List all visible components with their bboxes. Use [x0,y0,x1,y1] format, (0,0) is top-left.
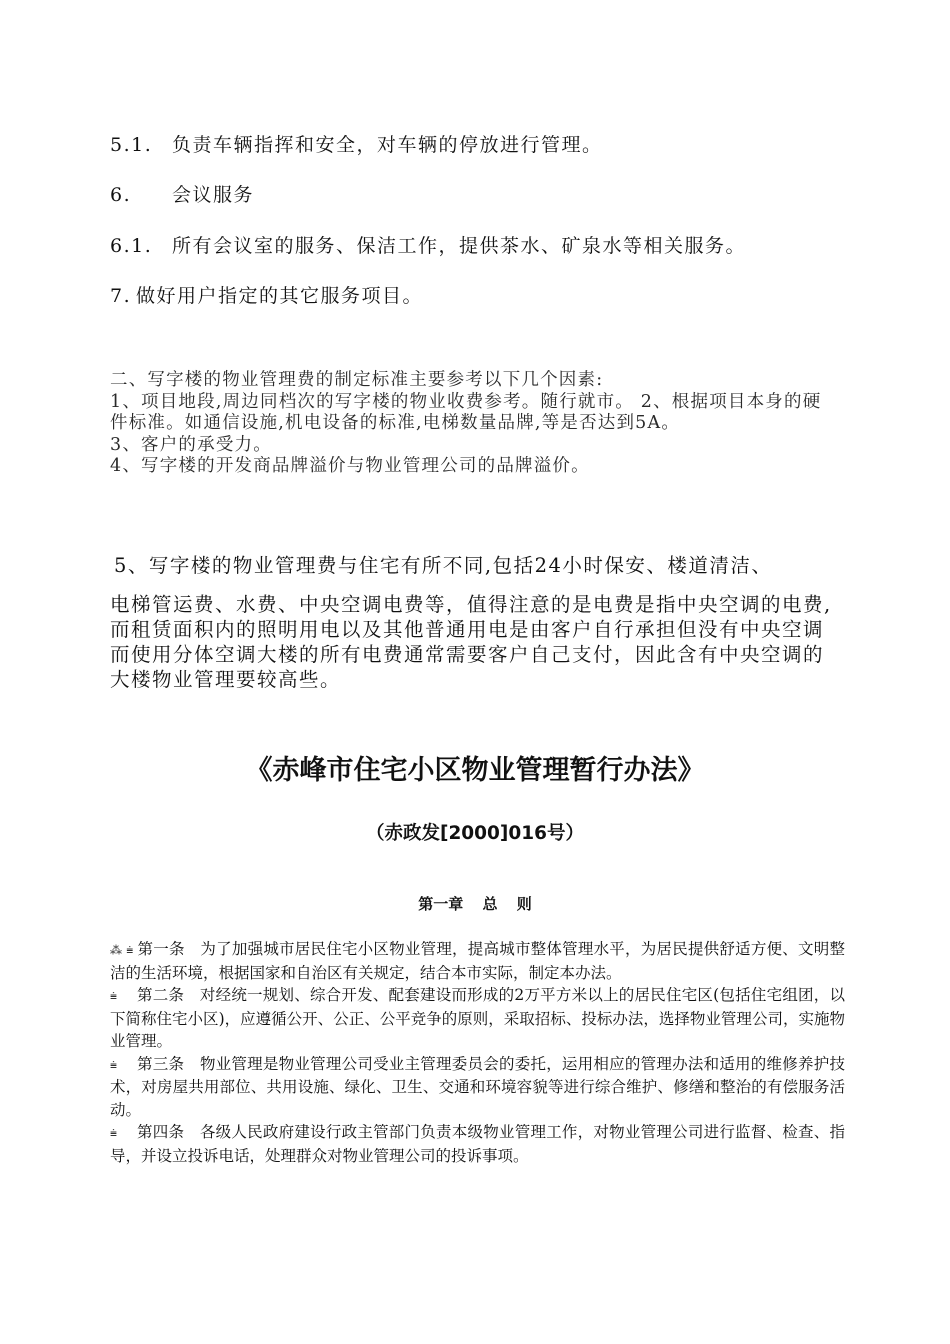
service-item-7 [110,281,423,308]
list-marker-icon: ⩧ [110,989,118,1003]
list-marker-icon: ⩧ [110,1057,118,1072]
fee-item-1-2: 1、项目地段,周边同档次的写字楼的物业收费参考。随行就市。 2、根据项目本身的硬件标准。如通信设施,机电设备的标准,电梯数量品牌,等是否达到5A。 [110,391,822,433]
article-1 [110,938,845,984]
regulation-title: 《赤峰市住宅小区物业管理暂行办法》 [245,755,705,786]
article-3 [110,1053,845,1122]
service-item-6 [110,180,254,207]
article-text: 第三条 物业管理是物业管理公司受业主管理委员会的委托，运用相应的管理办法和适用的维修养护技术，对房屋共用部位、共用设施、绿化、卫生、交通和环境容貌等进行综合维护、修缮和整治的有偿服务活动。 [110,1054,845,1119]
item-text: 所有会议室的服务、保洁工作，提供茶水、矿泉水等相关服务。 [172,235,747,257]
item-number: 5.1. [110,134,153,156]
item-text: 负责车辆指挥和安全，对车辆的停放进行管理。 [172,134,603,156]
regulation-subtitle: （赤政发[2000]016号） [365,823,585,844]
item-number: 6.1. [110,235,153,257]
fee-item-5-line: 5、写字楼的物业管理费与住宅有所不同,包括24小时保安、楼道清洁、 [114,554,773,577]
list-marker-icon: ⁂ ⩧ [110,943,134,957]
chapter-heading: 第一章 总 则 [418,895,532,913]
article-text: 第四条 各级人民政府建设行政主管部门负责本级物业管理工作，对物业管理公司进行监督、检查、指导，并设立投诉电话，处理群众对物业管理公司的投诉事项。 [110,1123,845,1165]
service-item-5-1 [110,130,603,157]
fee-item-5-text: 电梯管运费、水费、中央空调电费等，值得注意的是电费是指中央空调的电费,而租赁面积内的照明用电以及其他普通用电是由客户自行承担但没有中央空调而使用分体空调大楼的所有电费通常需要客户自己支付，因此含有中央空调的大楼物业管理要较高些。 [110,593,832,691]
service-item-6-1 [110,231,746,258]
item-text: 做好用户指定的其它服务项目。 [136,285,424,307]
item-number: 7. [110,285,132,307]
fee-item-5-body [110,592,840,692]
regulation-articles [110,938,845,1167]
article-4 [110,1121,845,1167]
article-text: 第二条 对经统一规划、综合开发、配套建设而形成的2万平方米以上的居民住宅区(包括住宅组团，以下简称住宅小区)，应遵循公开、公正、公平竞争的原则，采取招标、投标办法，选择物业管理公司，实施物业管理。 [110,986,845,1050]
item-number: 6. [110,184,132,206]
fee-heading: 二、写字楼的物业管理费的制定标准主要参考以下几个因素: [110,370,604,390]
fee-item-3: 3、客户的承受力。 [110,434,272,455]
article-2 [110,984,845,1053]
article-text: 第一条 为了加强城市居民住宅小区物业管理，提高城市整体管理水平，为居民提供舒适方便、文明整洁的生活环境，根据国家和自治区有关规定，结合本市实际，制定本办法。 [110,940,845,982]
list-marker-icon: ⩧ [110,1126,118,1140]
fee-item-4: 4、写字楼的开发商品牌溢价与物业管理公司的品牌溢价。 [110,456,590,476]
fee-standard-section [110,370,840,478]
fee-item-5-first-line [114,553,844,578]
item-text: 会议服务 [172,184,255,206]
